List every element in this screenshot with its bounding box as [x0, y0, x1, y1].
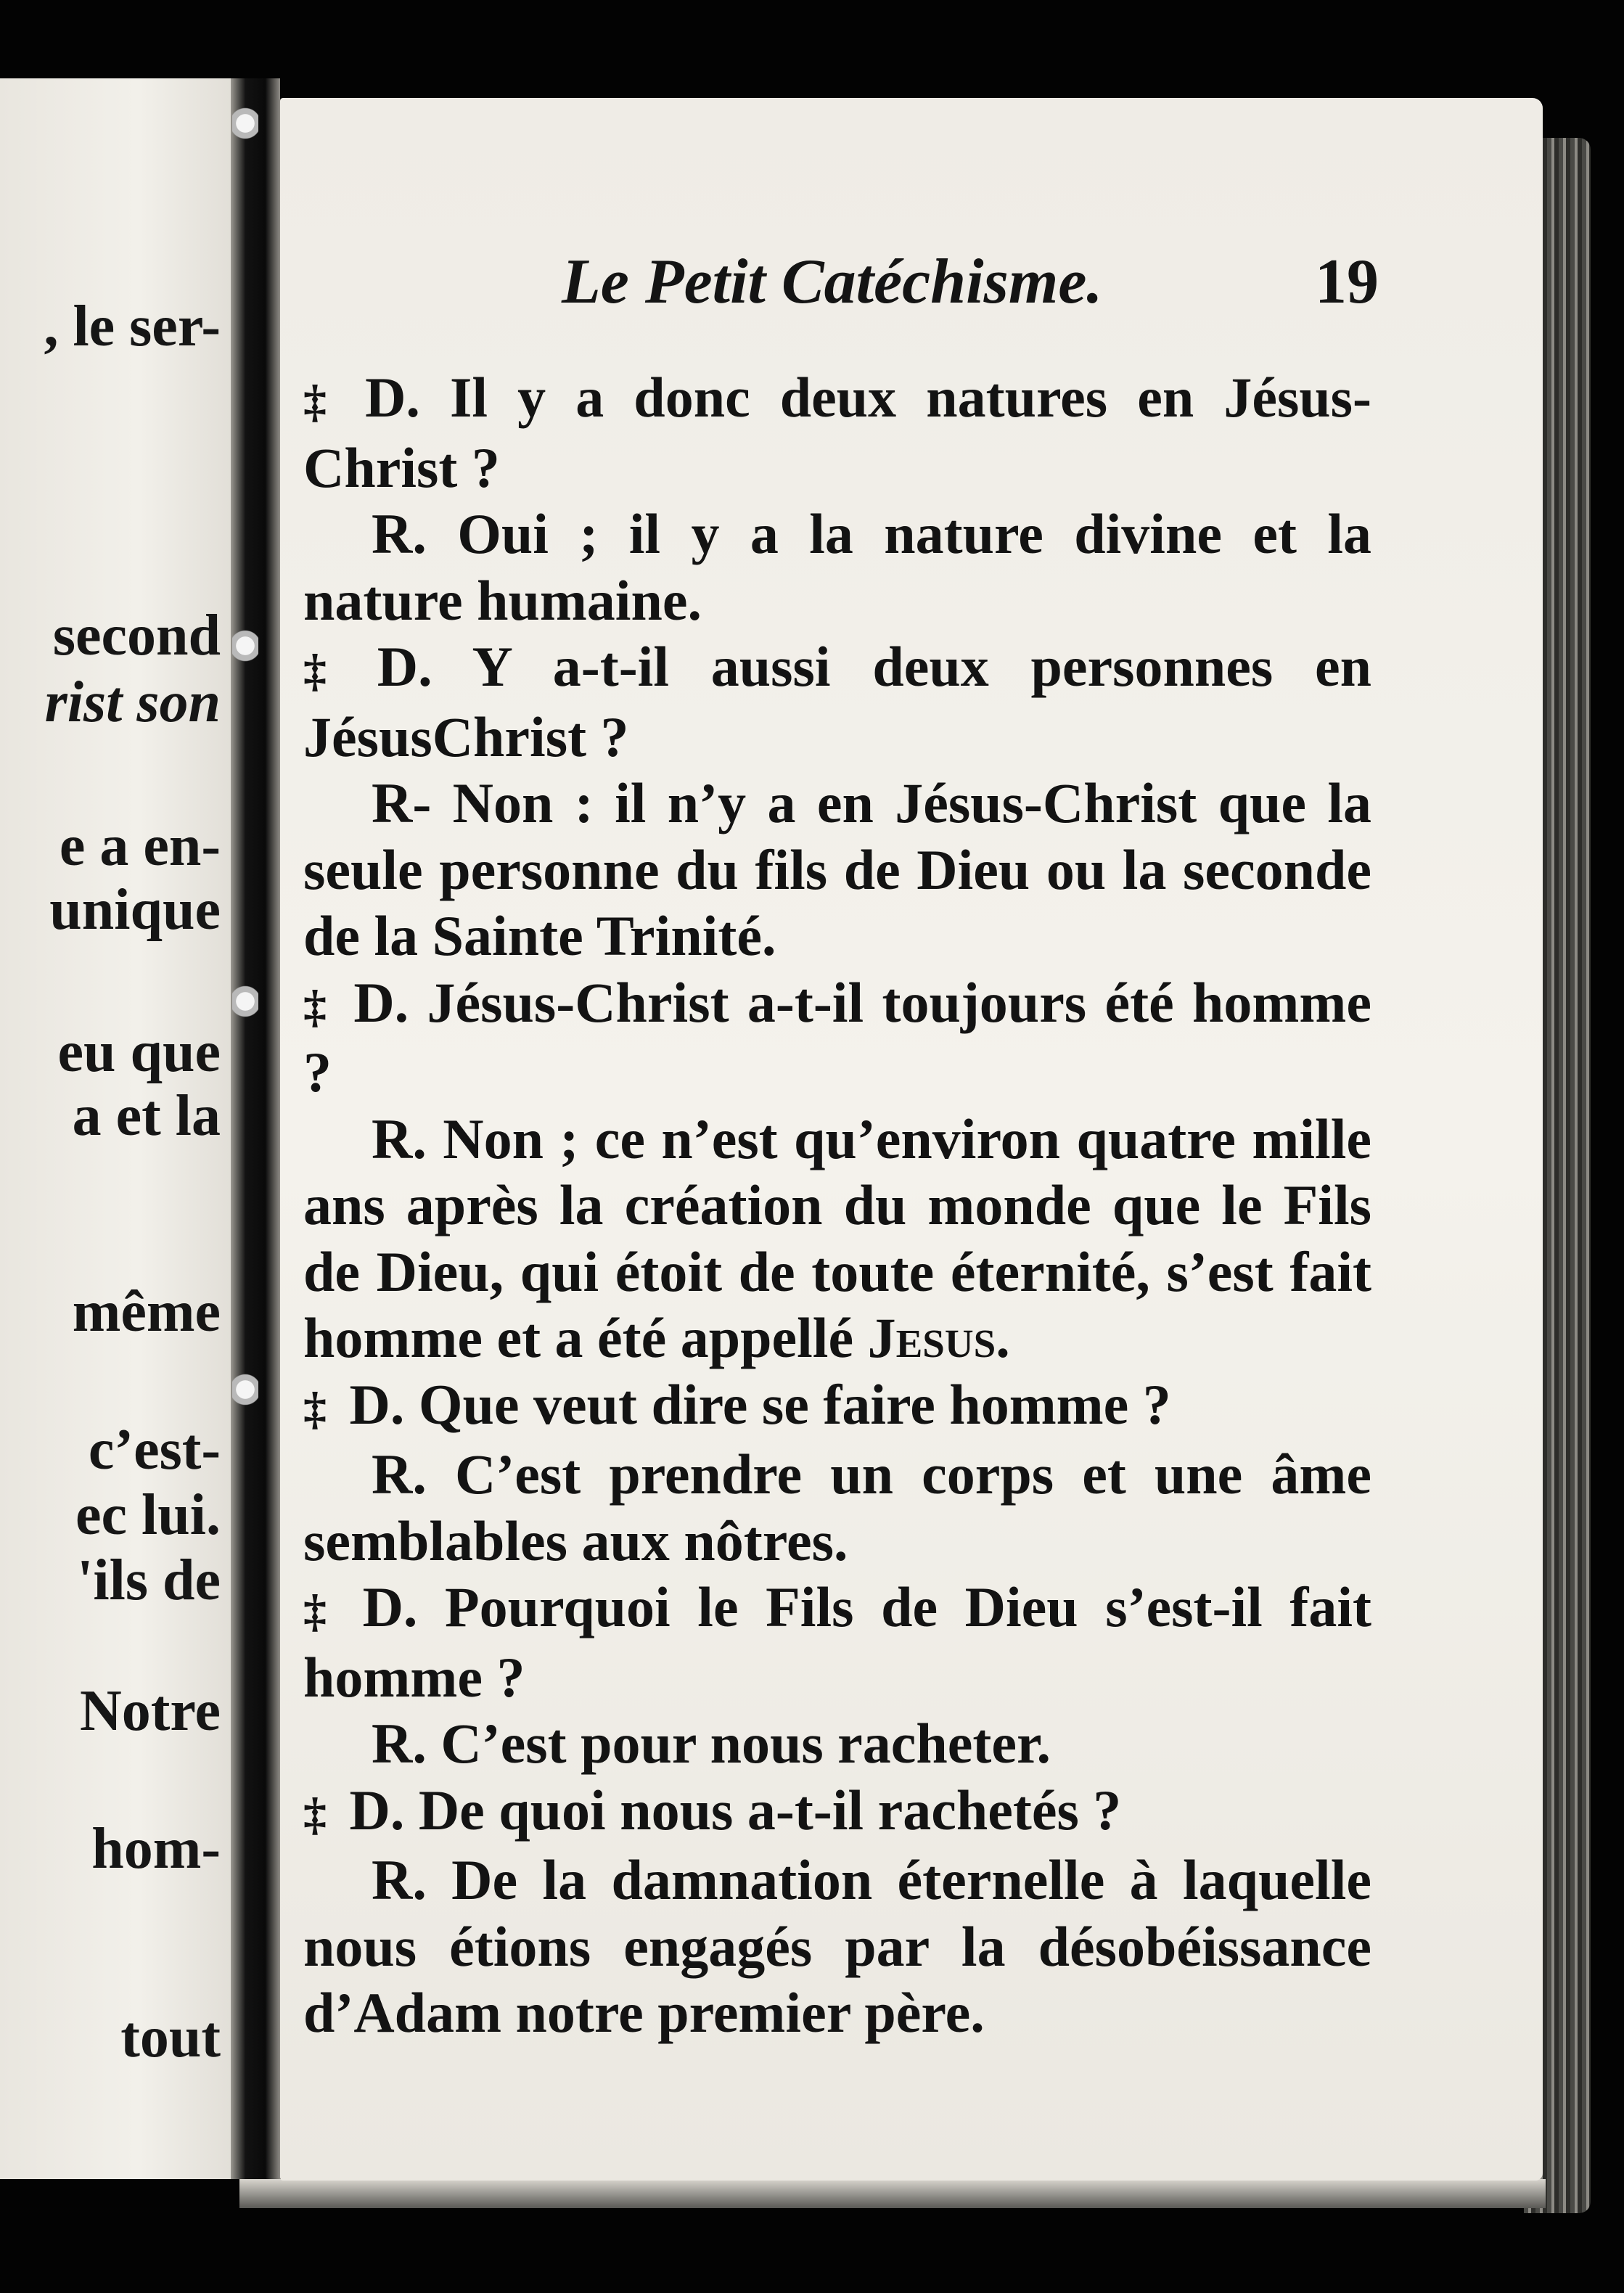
- left-page-line: a et la: [72, 1084, 221, 1148]
- question-label: D.: [349, 1778, 405, 1842]
- answer-name-smallcaps: Jesus: [867, 1306, 996, 1369]
- answer-label: R-: [372, 771, 432, 834]
- left-page-line: c’est-: [88, 1418, 221, 1482]
- answer-label: R.: [372, 1848, 427, 1911]
- question-paragraph: [303, 364, 1371, 501]
- question-label: D.: [365, 366, 420, 429]
- answer-text: C’est pour nous racheter.: [440, 1712, 1051, 1775]
- left-page-line: 'ils de: [77, 1549, 221, 1612]
- double-dagger-icon: ‡: [303, 644, 327, 696]
- answer-text: Oui ; il y a la nature divine et la nature humaine.: [303, 502, 1371, 632]
- running-title: Le Petit Catéchisme.: [562, 247, 1103, 317]
- double-dagger-icon: ‡: [303, 1787, 327, 1839]
- binding-stitch: [232, 620, 258, 671]
- answer-paragraph: [303, 1710, 1371, 1777]
- question-text: Que veut dire se faire homme ?: [418, 1372, 1171, 1436]
- binding-stitch: [232, 98, 258, 149]
- answer-label: R.: [372, 502, 427, 565]
- question-text: Pourquoi le Fils de Dieu s’est-il fait homme ?: [303, 1575, 1372, 1709]
- left-page-line: eu que: [57, 1020, 221, 1084]
- book-spine: [231, 78, 280, 2179]
- question-label: D.: [349, 1372, 405, 1436]
- left-page-fragment: [0, 78, 231, 2179]
- binding-stitch: [232, 976, 258, 1027]
- answer-text: C’est prendre un corps et une âme semblables aux nôtres.: [303, 1443, 1372, 1572]
- left-page-line: second: [52, 604, 221, 668]
- answer-paragraph: [303, 501, 1371, 633]
- answer-text: Non : il n’y a en Jésus-Christ que la seule personne du fils de Dieu ou la seconde de la Sainte Trinité.: [303, 771, 1371, 967]
- left-page-line: même: [72, 1280, 221, 1344]
- double-dagger-icon: ‡: [303, 375, 327, 427]
- left-page-line: , le ser-: [44, 295, 221, 358]
- question-paragraph: [303, 1371, 1371, 1442]
- left-page-line: hom-: [91, 1817, 221, 1881]
- left-page-line: tout: [120, 2006, 221, 2070]
- binding-stitch: [232, 1364, 258, 1415]
- answer-text: Non ; ce n’est qu’environ quatre mille ans après la création du monde que le Fils de Dieu, qui étoit de toute éternité, s’est fait homme et a été appellé: [303, 1107, 1372, 1369]
- page-bottom-edge: [239, 2179, 1546, 2208]
- answer-text-end: .: [996, 1306, 1010, 1369]
- answer-paragraph: [303, 1106, 1371, 1371]
- question-label: D.: [362, 1575, 418, 1638]
- answer-text: De la damnation éternelle à laquelle nous étions engagés par la désobéissance d’Adam notre premier père.: [303, 1848, 1371, 2044]
- question-label: D.: [377, 635, 432, 698]
- question-paragraph: [303, 969, 1371, 1106]
- answer-paragraph: [303, 1441, 1371, 1574]
- answer-label: R.: [372, 1712, 427, 1775]
- question-text: Y a-t-il aussi deux personnes en JésusChrist ?: [303, 635, 1371, 768]
- left-page-line: rist son: [44, 670, 221, 734]
- question-paragraph: [303, 633, 1371, 770]
- question-text: Jésus-Christ a-t-il toujours été homme ?: [303, 970, 1372, 1104]
- answer-label: R.: [372, 1443, 427, 1506]
- answer-paragraph: [303, 1847, 1371, 2046]
- page-number: 19: [1315, 247, 1379, 317]
- question-text: Il y a donc deux natures en Jésus-Christ ?: [303, 366, 1372, 499]
- answer-paragraph: [303, 770, 1371, 969]
- left-page-line: e a en-: [59, 814, 221, 878]
- question-label: D.: [353, 970, 409, 1034]
- double-dagger-icon: ‡: [303, 1382, 327, 1434]
- left-page-line: ec lui.: [75, 1483, 221, 1547]
- answer-label: R.: [372, 1107, 427, 1170]
- double-dagger-icon: ‡: [303, 980, 327, 1032]
- question-paragraph: [303, 1777, 1371, 1847]
- catechism-text: [303, 364, 1371, 2046]
- left-page-line: unique: [49, 878, 221, 942]
- double-dagger-icon: ‡: [303, 1585, 327, 1636]
- question-paragraph: [303, 1574, 1371, 1710]
- left-page-line: Notre: [80, 1679, 221, 1743]
- question-text: De quoi nous a-t-il rachetés ?: [418, 1778, 1122, 1842]
